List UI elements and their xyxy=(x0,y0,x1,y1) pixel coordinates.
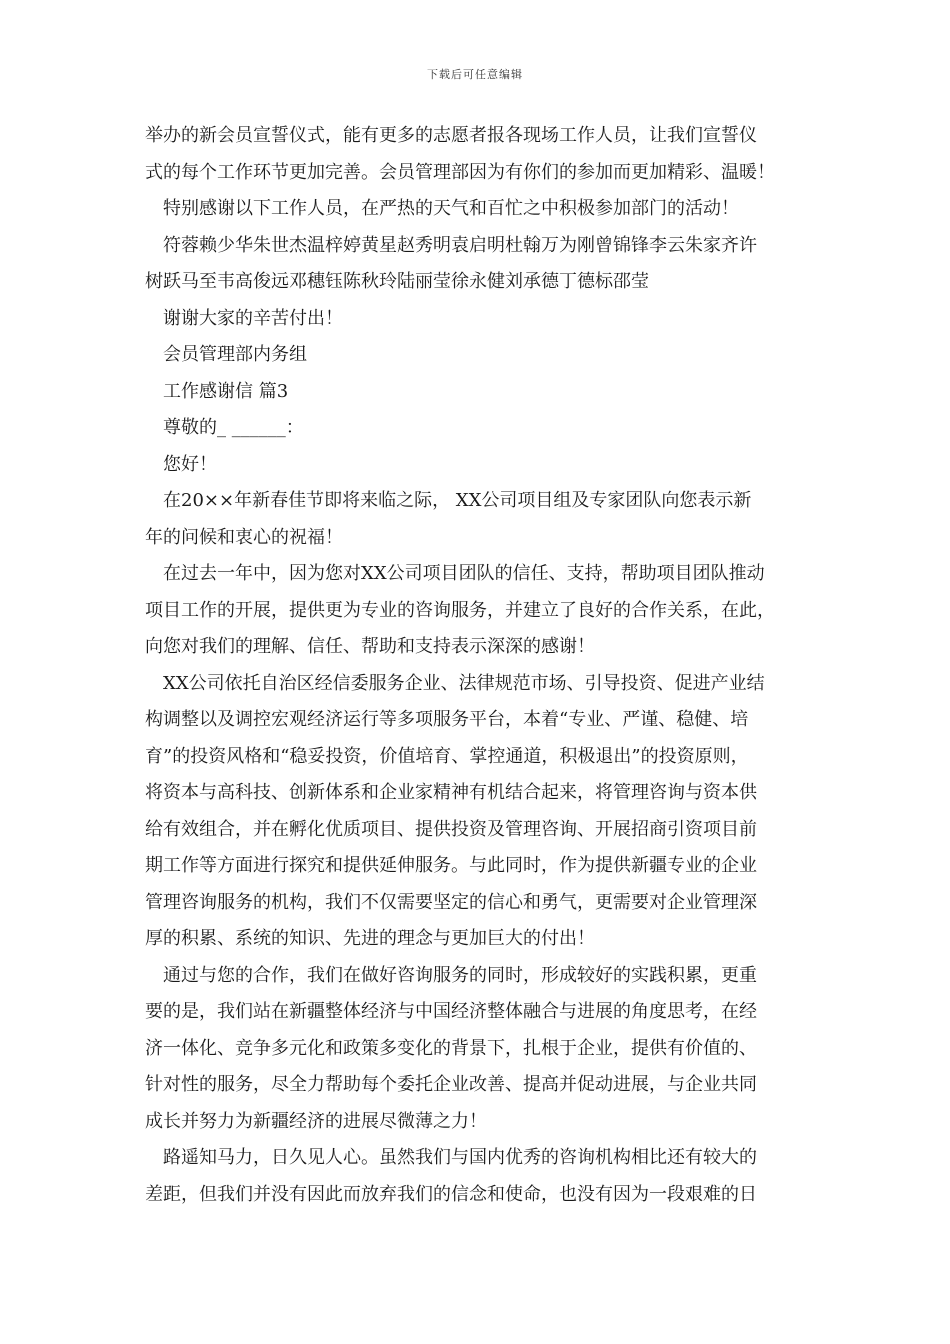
text-line: 会员管理部内务组 xyxy=(163,344,307,365)
text-line: 谢谢大家的辛苦付出！ xyxy=(163,307,343,329)
text-line: 构调整以及调控宏观经济运行等多项服务平台，本着“专业、严谨、稳健、培 xyxy=(145,709,749,730)
text-line: 将资本与高科技、创新体系和企业家精神有机结合起来，将管理咨询与资本供 xyxy=(145,782,757,803)
text-line: 差距，但我们并没有因此而放弃我们的信念和使命，也没有因为一段艰难的日 xyxy=(145,1183,757,1205)
page-header: 下载后可任意编辑 xyxy=(427,68,523,81)
text-line: 厚的积累、系统的知识、先进的理念与更加巨大的付出！ xyxy=(145,928,595,949)
text-line: 举办的新会员宣誓仪式，能有更多的志愿者报各现场工作人员，让我们宣誓仪 xyxy=(145,125,757,146)
text-line: 式的每个工作环节更加完善。会员管理部因为有你们的参加而更加精彩、温暖！ xyxy=(145,161,775,183)
text-line: 工作感谢信 篇3 xyxy=(163,380,289,402)
text-line: 您好！ xyxy=(163,453,217,475)
text-line: 向您对我们的理解、信任、帮助和支持表示深深的感谢！ xyxy=(145,636,595,657)
text-line: 成长并努力为新疆经济的进展尽微薄之力！ xyxy=(145,1110,487,1132)
text-line: 管理咨询服务的机构，我们不仅需要坚定的信心和勇气，更需要对企业管理深 xyxy=(145,891,757,913)
text-line: 给有效组合，并在孵化优质项目、提供投资及管理咨询、开展招商引资项目前 xyxy=(145,818,757,840)
text-line: 项目工作的开展，提供更为专业的咨询服务，并建立了良好的合作关系，在此， xyxy=(145,599,775,621)
text-line: 要的是，我们站在新疆整体经济与中国经济整体融合与进展的角度思考，在经 xyxy=(145,1001,757,1022)
text-line: 育”的投资风格和“稳妥投资，价值培育、掌控通道，积极退出”的投资原则， xyxy=(145,745,749,767)
text-line: XX公司依托自治区经信委服务企业、法律规范市场、引导投资、促进产业结 xyxy=(163,672,765,694)
text-line: 特别感谢以下工作人员，在严热的天气和百忙之中积极参加部门的活动！ xyxy=(163,198,739,219)
text-line: 树跃马至韦高俊远邓穗钰陈秋玲陆丽莹徐永健刘承德丁德标邵莹 xyxy=(145,271,649,292)
text-line: 针对性的服务，尽全力帮助每个委托企业改善、提高并促动进展，与企业共同 xyxy=(145,1074,757,1095)
text-line: 期工作等方面进行探究和提供延伸服务。与此同时，作为提供新疆专业的企业 xyxy=(145,855,757,876)
text-line: 在20××年新春佳节即将来临之际， XX公司项目组及专家团队向您表示新 xyxy=(163,490,752,511)
text-line: 尊敬的_ ______： xyxy=(163,417,304,438)
text-line: 在过去一年中，因为您对XX公司项目团队的信任、支持，帮助项目团队推动 xyxy=(163,563,765,584)
text-line: 路遥知马力，日久见人心。虽然我们与国内优秀的咨询机构相比还有较大的 xyxy=(163,1147,757,1168)
text-line: 符蓉赖少华朱世杰温梓婷黄星赵秀明袁启明杜翰万为刚曾锦锋李云朱家齐许 xyxy=(163,234,757,256)
text-line: 济一体化、竞争多元化和政策多变化的背景下，扎根于企业，提供有价值的、 xyxy=(145,1037,757,1059)
text-line: 年的问候和衷心的祝福！ xyxy=(145,526,343,548)
document-body xyxy=(145,118,825,1213)
text-line: 通过与您的合作，我们在做好咨询服务的同时，形成较好的实践积累，更重 xyxy=(163,964,757,986)
